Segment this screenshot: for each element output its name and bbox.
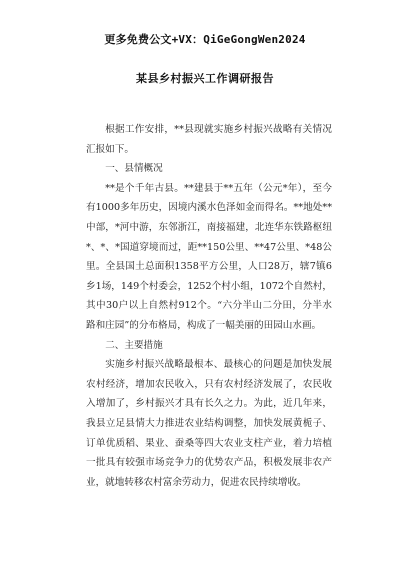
section-heading-measures: 二、主要措施 [105,339,163,351]
measures-paragraph: 实施乡村振兴战略最根本、最核心的问题是加快发展农村经济，增加农民收入，只有农村经济发展了，农民收入增加了，乡村振兴才具有长久之力。为此，近几年来，我县立足县情大力推进农业结构调整，加快发展黄栀子、订单优质稻、果业、蚕桑等四大农业支柱产业，着力培植一批具有较强市场竞争力的优势农产品，积极发展非农产业，就地转移农村富余劳动力，促进农民持续增收。 [86,359,332,488]
document-body [86,120,332,492]
promo-banner: 更多免费公文+VX：QiGeGongWen2024 [104,33,306,46]
overview-paragraph: **是个千年古县。**建县于**五年（公元*年），至今有1000多年历史，因境内溪水色泽如金而得名。**地处**中部，*河中游，东邻浙江，南接福建，北连华东铁路枢纽*、*、*国道穿境而过，距**150公里、**47公里、*48公里。全县国土总面积1358平方公里，人口28万，辖7镇6乡1场，149个村委会，1252个村小组，1072个自然村，其中30户以上自然村912个。“六分半山二分田，分半水路和庄园”的分布格局，构成了一幅美丽的田园山水画。 [86,182,332,331]
section-heading-overview: 一、县情概况 [105,163,163,175]
report-title: 某县乡村振兴工作调研报告 [136,72,274,85]
intro-paragraph: 根据工作安排，**县现就实施乡村振兴战略有关情况汇报如下。 [86,124,332,155]
